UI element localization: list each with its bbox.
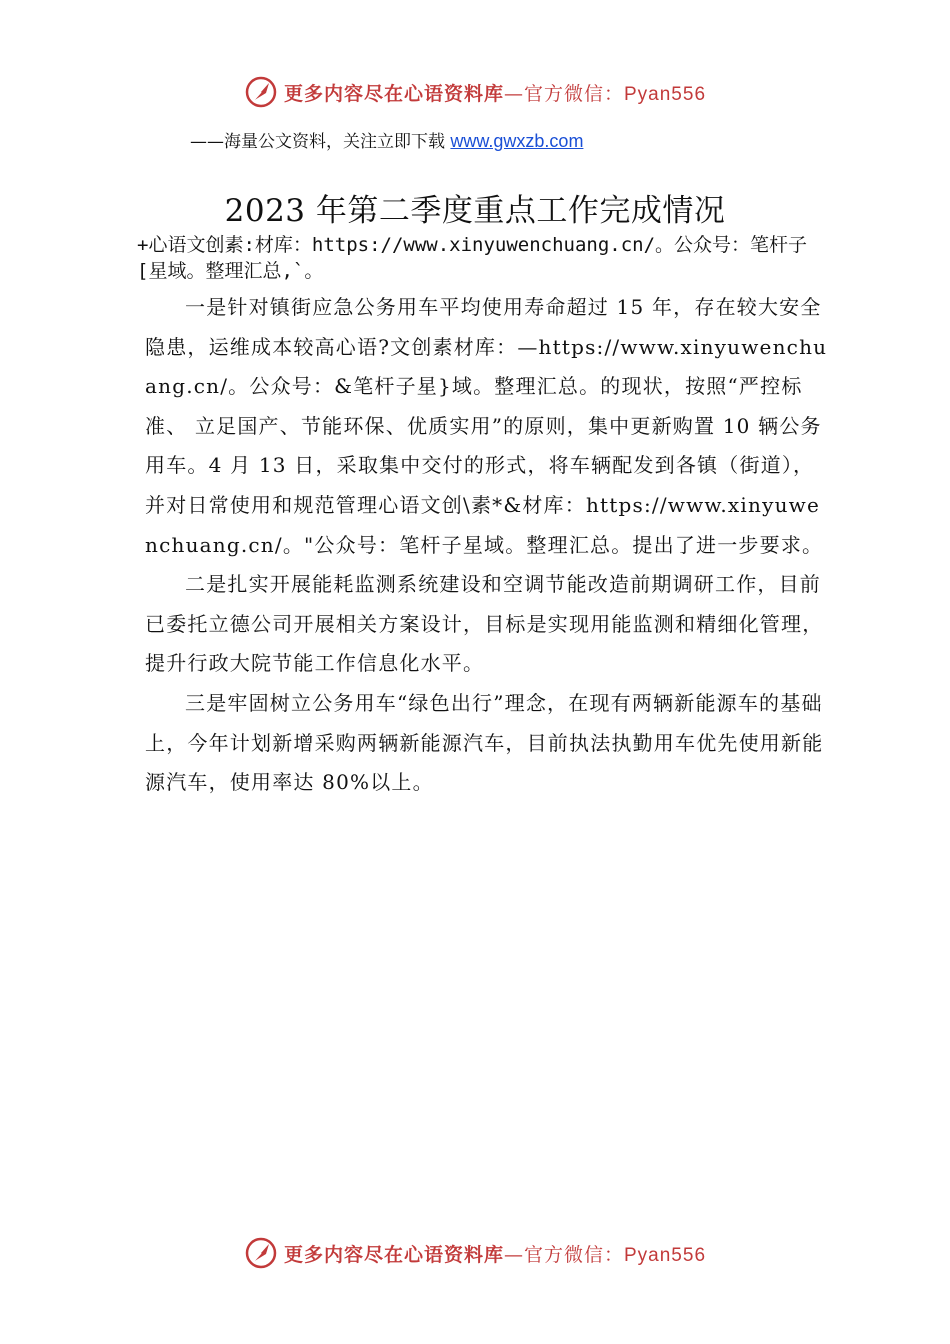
download-banner <box>190 127 583 152</box>
paragraph-2: 二是扎实开展能耗监测系统建设和空调节能改造前期调研工作，目前已委托立德公司开展相关方案设计，目标是实现用能监测和精细化管理，提升行政大院节能工作信息化水平。 <box>145 572 824 676</box>
header-wechat-id: Pyan556 <box>624 83 707 105</box>
download-banner-text: ——海量公文资料，关注立即下载 <box>190 132 451 152</box>
paragraph-3: 三是牢固树立公务用车“绿色出行”理念，在现有两辆新能源车的基础上，今年计划新增采购两辆新能源汽车，目前执法执勤用车优先使用新能源汽车，使用率达 80%以上。 <box>145 690 824 795</box>
header-brand-dash: — <box>503 82 524 105</box>
footer-brand-text <box>284 1240 706 1267</box>
paragraph-1: 一是针对镇街应急公务用车平均使用寿命超过 15 年，存在较大安全隐患，运维成本较高心语?文创素材库：—https://www.xinyuwenchuang.cn/。公众号：&笔杆子星}域。整理汇总。的现状，按照“严控标准、 立足国产、节能环保、优质实用”的原则，集中更新购置 10 辆公务用车。4 月 13 日，采取集中交付的形式，将车辆配发到各镇（街道），并对日常使用和规范管理心语文创\素*&材库：https://www.xinyuwenchuang.cn/。"公众号：笔杆子星域。整理汇总。提出了进一步要求。 <box>145 295 828 557</box>
source-note: +心语文创素:材库：https://www.xinyuwenchuang.cn/。公众号：笔杆子[星域。整理汇总,`。 <box>137 234 808 282</box>
header-brand-name: 更多内容尽在心语资料库 <box>283 82 504 105</box>
footer-brand-bar <box>0 1233 950 1273</box>
quill-logo-icon <box>244 75 278 109</box>
footer-wechat-id: Pyan556 <box>624 1244 707 1266</box>
footer-brand-dash: — <box>503 1243 524 1266</box>
document-body <box>145 288 830 803</box>
footer-wechat-label: 官方微信： <box>523 1243 624 1266</box>
header-brand-text <box>284 79 706 106</box>
header-brand-bar <box>0 72 950 112</box>
quill-logo-icon <box>244 1236 278 1270</box>
download-site-link[interactable]: www.gwxzb.com <box>450 131 584 151</box>
footer-brand-name: 更多内容尽在心语资料库 <box>283 1243 504 1266</box>
header-wechat-label: 官方微信： <box>523 82 624 105</box>
document-title: 2023 年第二季度重点工作完成情况 <box>224 193 726 229</box>
